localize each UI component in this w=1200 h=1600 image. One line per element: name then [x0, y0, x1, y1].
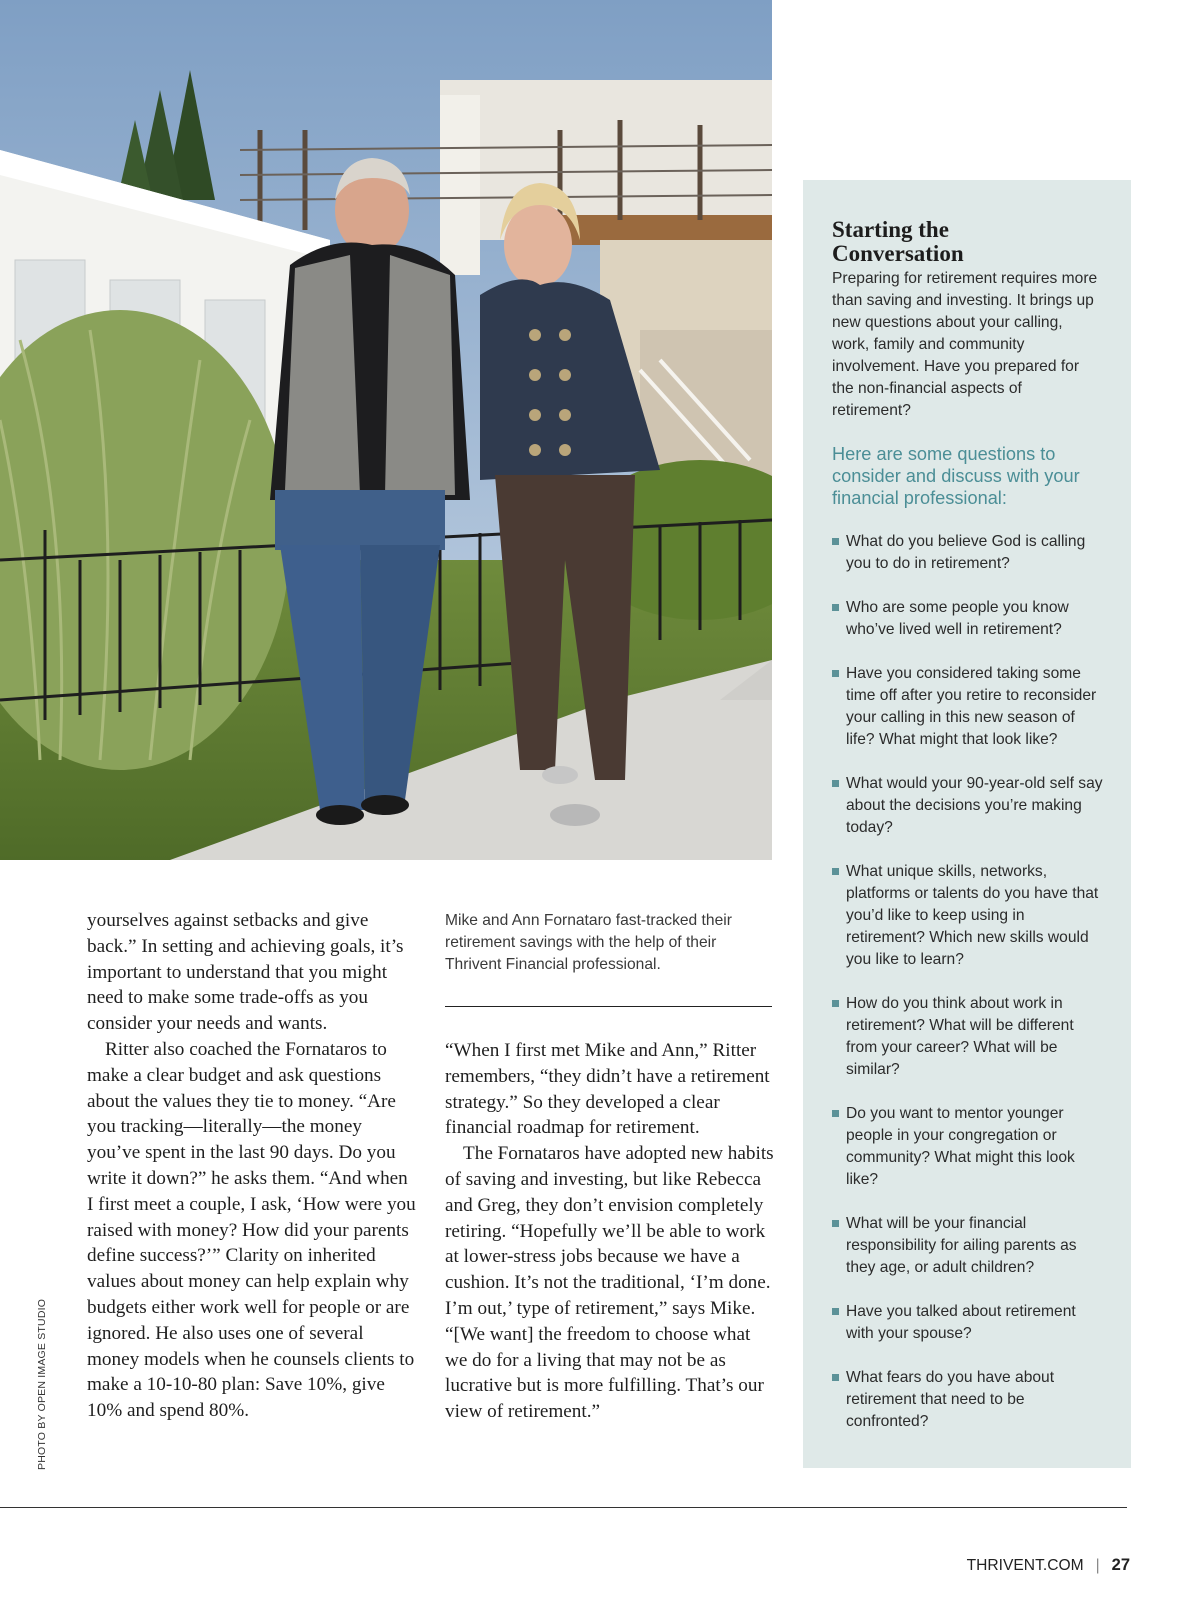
question-text: How do you think about work in retirement? What will be different from your career? What will be similar?: [846, 995, 1074, 1078]
sidebar-intro: Preparing for retirement requires more than saving and investing. It brings up new questions about your calling, work, family and community involvement. Have you prepared for the non-financial aspects of retirement?: [832, 270, 1098, 419]
question-item: [832, 531, 1103, 575]
sidebar-title: [832, 218, 1103, 266]
question-text: Do you want to mentor younger people in your congregation or community? What might this look like?: [846, 1105, 1075, 1188]
question-item: [832, 993, 1103, 1081]
caption-divider: [445, 1006, 772, 1007]
article-paragraph: Ritter also coached the Fornataros to make a clear budget and ask questions about the values they tie to money. “Are you tracking—literally—the money you’ve spent in the last 90 days. Do you write it down?” he asks them. “And when I first meet a couple, I ask, ‘How were you raised with money? How did your parents define success?’” Clarity on inherited values about money can help explain why budgets either work well for people or are ignored. He also uses one of several money models when he counsels clients to make a 10-10-80 plan: Save 10%, give 10% and spend 80%.: [87, 1038, 416, 1422]
square-bullet-icon: [832, 868, 839, 875]
conversation-sidebar: [803, 180, 1131, 1468]
question-item: [832, 663, 1103, 751]
page-number: 27: [1111, 1556, 1130, 1574]
square-bullet-icon: [832, 604, 839, 611]
question-text: Have you considered taking some time off after you retire to reconsider your calling in this new season of life? What might that look like?: [846, 665, 1097, 748]
question-item: [832, 861, 1103, 971]
question-list: [832, 531, 1103, 1433]
article-paragraph: “When I first met Mike and Ann,” Ritter remembers, “they didn’t have a retirement strategy.” So they developed a clear financial roadmap for retirement.: [445, 1040, 770, 1139]
sidebar-title-line: Starting the: [832, 217, 949, 242]
question-text: What will be your financial responsibility for ailing parents as they age, or adult children?: [846, 1215, 1077, 1276]
footer-separator: |: [1095, 1556, 1100, 1574]
photo-credit: PHOTO BY OPEN IMAGE STUDIO: [36, 1298, 48, 1470]
couple-walking-photo: [0, 0, 772, 860]
footer-divider: [0, 1507, 1127, 1508]
footer-site-link[interactable]: THRIVENT.COM: [966, 1556, 1084, 1574]
square-bullet-icon: [832, 1000, 839, 1007]
square-bullet-icon: [832, 1374, 839, 1381]
question-item: [832, 1301, 1103, 1345]
article-paragraph: The Fornataros have adopted new habits of saving and investing, but like Rebecca and Greg, they don’t envision completely retiring. “Hopefully we’ll be able to work at lower-stress jobs because we have a cushion. It’s not the traditional, ‘I’m done. I’m out,’ type of retirement,” says Mike. “[We want] the freedom to choose what we do for a living that may not be as lucrative but is more fulfilling. That’s our view of retirement.”: [445, 1143, 774, 1423]
question-item: [832, 1367, 1103, 1433]
question-text: What do you believe God is calling you to do in retirement?: [846, 533, 1086, 572]
question-text: What unique skills, networks, platforms or talents do you have that you’d like to keep using in retirement? Which new skills would you like to learn?: [846, 863, 1099, 968]
question-item: [832, 773, 1103, 839]
square-bullet-icon: [832, 538, 839, 545]
sidebar-title-line: Conversation: [832, 241, 964, 266]
square-bullet-icon: [832, 780, 839, 787]
photo-caption: Mike and Ann Fornataro fast-tracked their retirement savings with the help of their Thrivent Financial professional.: [445, 912, 732, 973]
page-footer: [967, 1556, 1130, 1575]
question-text: What fears do you have about retirement that need to be confronted?: [846, 1369, 1055, 1430]
question-text: What would your 90-year-old self say about the decisions you’re making today?: [846, 775, 1103, 836]
square-bullet-icon: [832, 1110, 839, 1117]
question-text: Who are some people you know who’ve lived well in retirement?: [846, 599, 1069, 638]
article-column-right: [445, 1038, 775, 1425]
question-item: [832, 597, 1103, 641]
question-text: Have you talked about retirement with your spouse?: [846, 1303, 1076, 1342]
square-bullet-icon: [832, 1308, 839, 1315]
sidebar-lead: Here are some questions to consider and discuss with your financial professional:: [832, 444, 1080, 508]
question-item: [832, 1213, 1103, 1279]
article-column-left: [87, 908, 417, 1424]
question-item: [832, 1103, 1103, 1191]
square-bullet-icon: [832, 670, 839, 677]
square-bullet-icon: [832, 1220, 839, 1227]
article-paragraph: yourselves against setbacks and give back.” In setting and achieving goals, it’s important to understand that you might need to make some trade-offs as you consider your needs and wants.: [87, 910, 404, 1035]
